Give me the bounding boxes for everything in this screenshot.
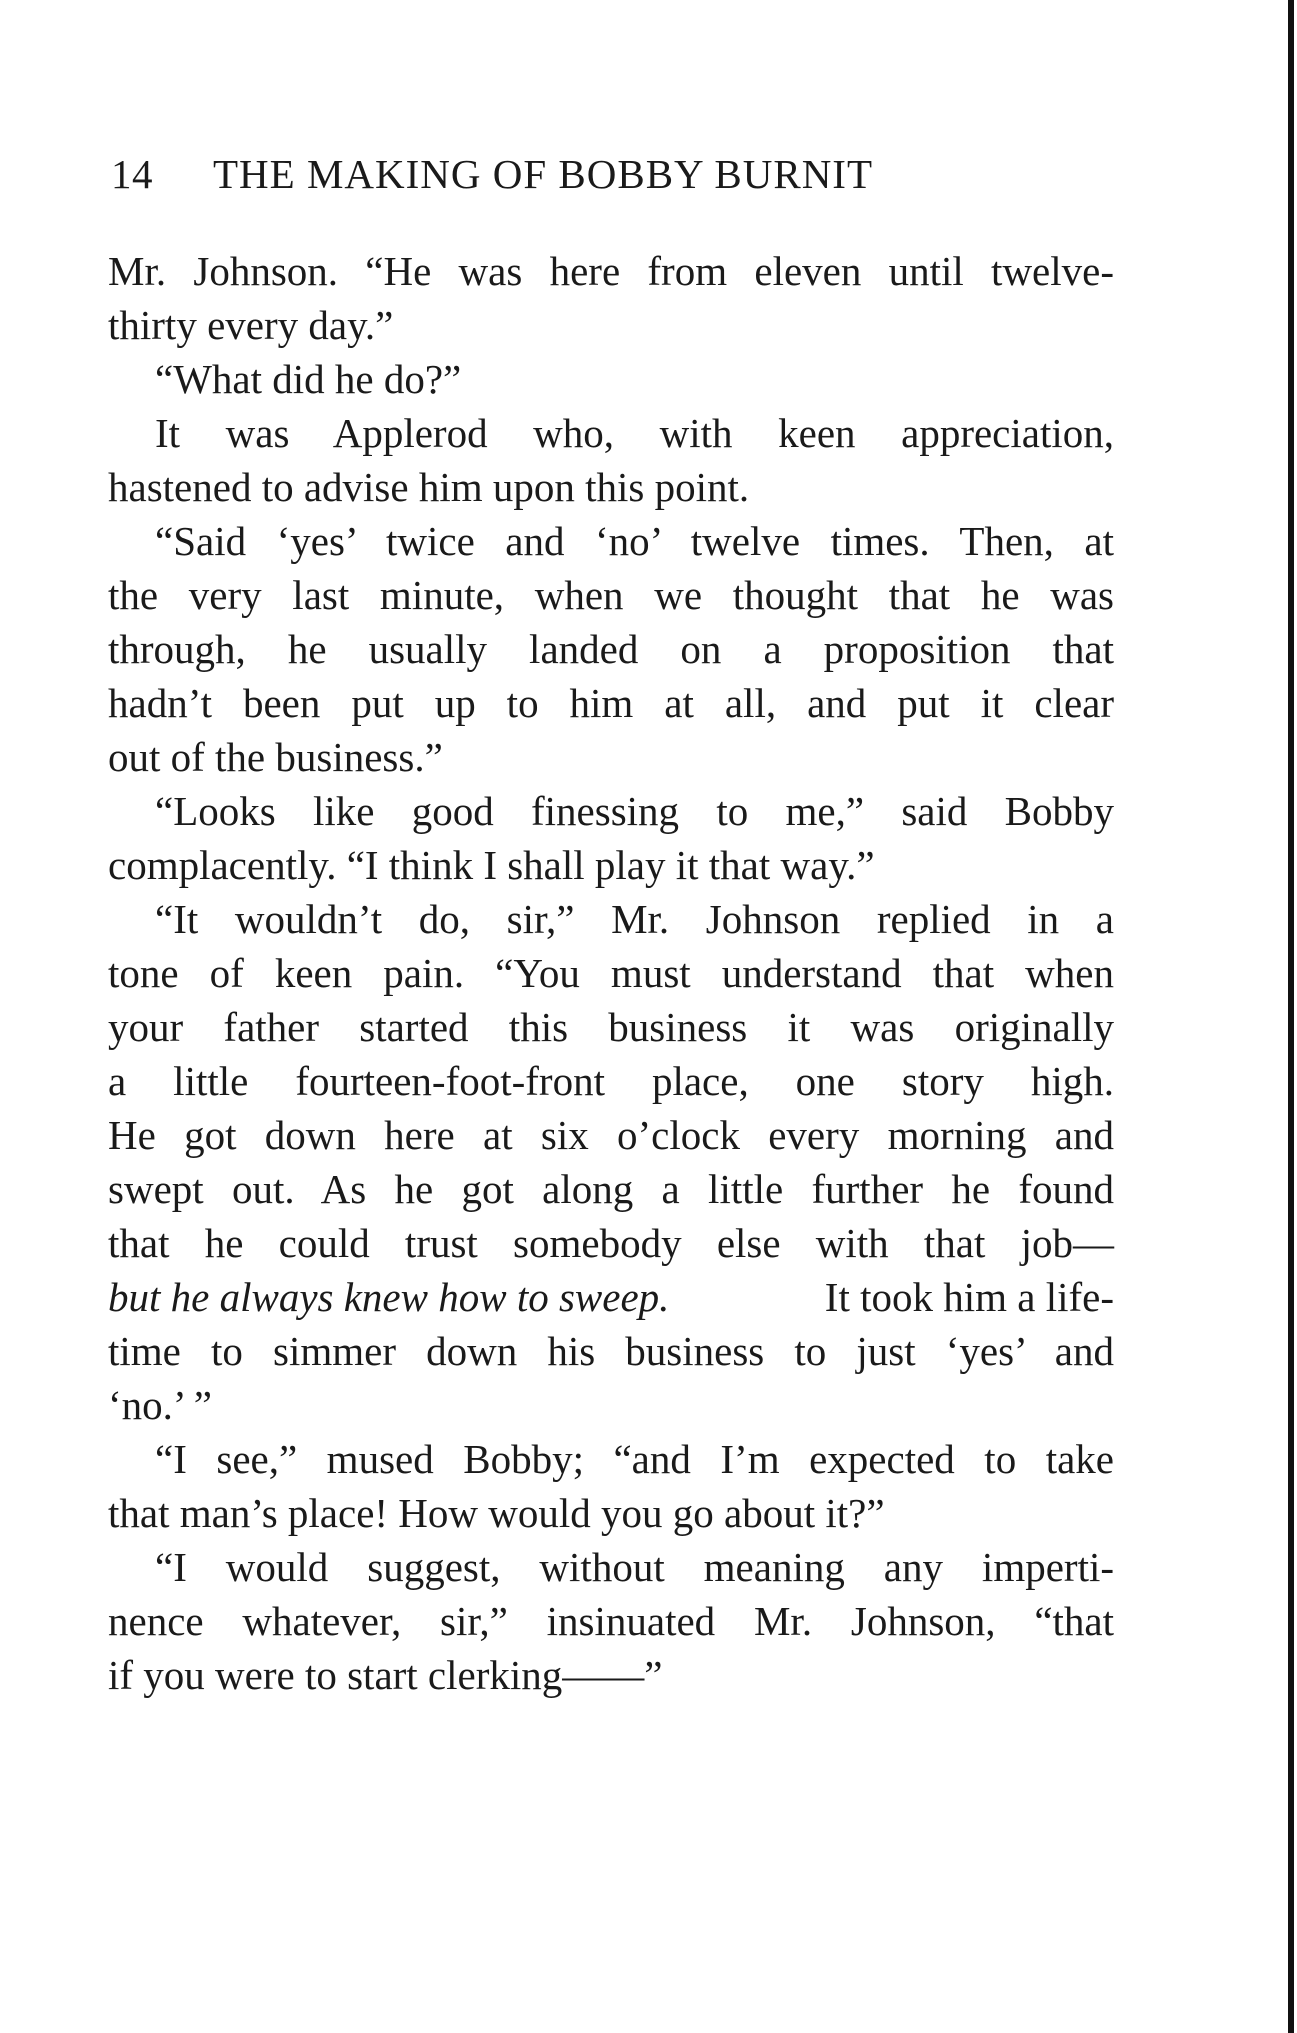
text-line: swept out. As he got along a little further he found: [108, 1166, 1114, 1212]
text-line: the very last minute, when we thought that he was: [108, 572, 1114, 618]
text-line: Mr. Johnson. “He was here from eleven until twelve-: [108, 248, 1114, 294]
text-line: your father started this business it was originally: [108, 1004, 1114, 1050]
text-line: ‘no.’ ”: [108, 1382, 212, 1428]
running-header: [111, 150, 1011, 200]
text-line: that man’s place! How would you go about it?”: [108, 1490, 885, 1536]
text-line: “I would suggest, without meaning any imperti-: [155, 1544, 1114, 1590]
italic-phrase: but he always knew how to sweep.: [108, 1274, 670, 1320]
text-line: that he could trust somebody else with that job—: [108, 1220, 1114, 1266]
text-line: “What did he do?”: [155, 356, 462, 402]
text-line: complacently. “I think I shall play it that way.”: [108, 842, 875, 888]
text-line: “I see,” mused Bobby; “and I’m expected to take: [155, 1436, 1114, 1482]
text-line: out of the business.”: [108, 734, 443, 780]
text-line: “Said ‘yes’ twice and ‘no’ twelve times. Then, at: [155, 518, 1114, 564]
text-line: tone of keen pain. “You must understand that when: [108, 950, 1114, 996]
text-line: time to simmer down his business to just ‘yes’ and: [108, 1328, 1114, 1374]
text-line: thirty every day.”: [108, 302, 394, 348]
text-line: “Looks like good finessing to me,” said Bobby: [155, 788, 1114, 834]
text-line: hadn’t been put up to him at all, and put it clear: [108, 680, 1114, 726]
text-line: through, he usually landed on a proposition that: [108, 626, 1114, 672]
text-line: [108, 1270, 1114, 1324]
text-line: if you were to start clerking——”: [108, 1652, 663, 1698]
text-line: a little fourteen-foot-front place, one story high.: [108, 1058, 1114, 1104]
running-title: THE MAKING OF BOBBY BURNIT: [213, 151, 873, 197]
text-line: “It wouldn’t do, sir,” Mr. Johnson replied in a: [155, 896, 1114, 942]
text-line: nence whatever, sir,” insinuated Mr. Johnson, “that: [108, 1598, 1114, 1644]
text-line: He got down here at six o’clock every morning and: [108, 1112, 1114, 1158]
scan-edge: [1288, 0, 1294, 2033]
text-line: hastened to advise him upon this point.: [108, 464, 750, 510]
text-fragment: It took him a life-: [824, 1274, 1114, 1320]
page-number: 14: [111, 151, 153, 197]
text-line: It was Applerod who, with keen appreciation,: [155, 410, 1114, 456]
